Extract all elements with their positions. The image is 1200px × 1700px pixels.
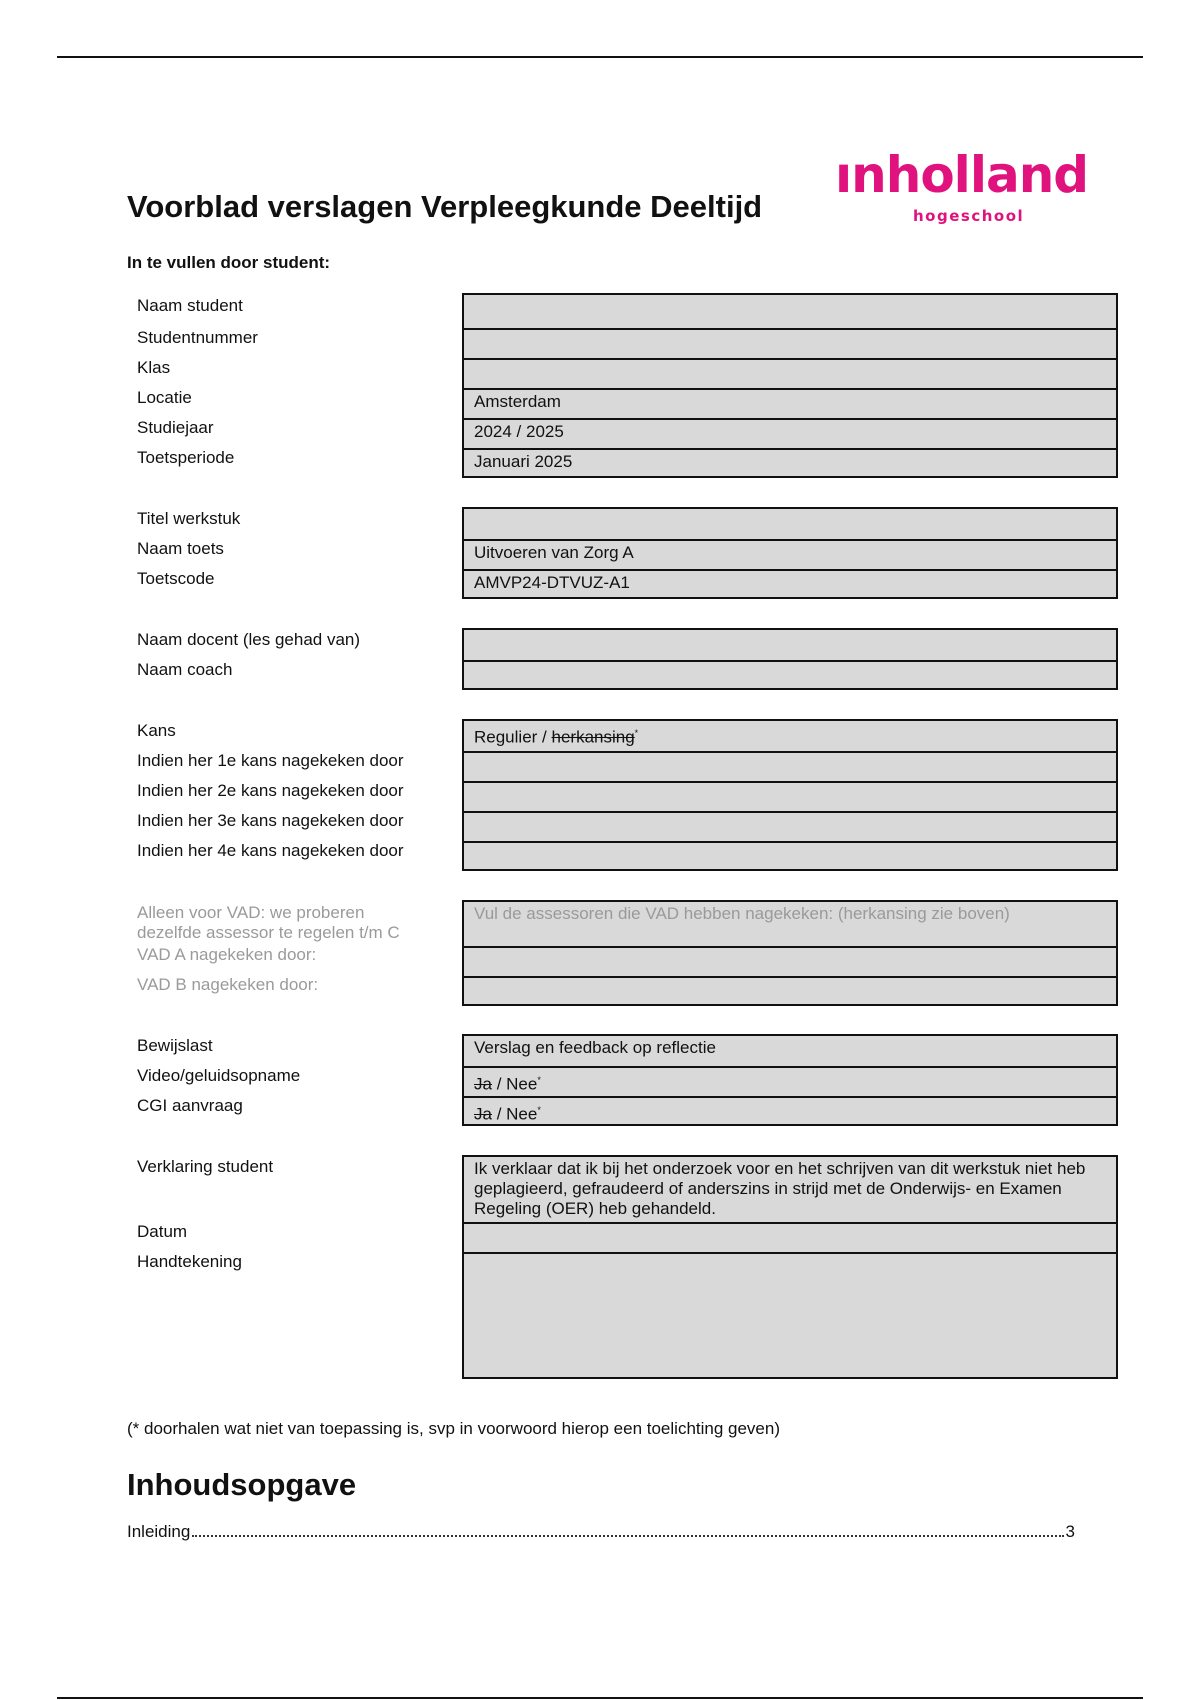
- toc-leader-dots: [192, 1521, 1063, 1537]
- field-her-2e-kans[interactable]: [464, 781, 1116, 811]
- label-naam-student: Naam student: [137, 296, 243, 315]
- label-studentnummer: Studentnummer: [137, 328, 258, 347]
- field-toetsperiode[interactable]: Januari 2025: [464, 448, 1116, 478]
- toc-entry[interactable]: [127, 1521, 1075, 1542]
- logo-subtitle: hogeschool: [913, 207, 1025, 225]
- verklaring-text: Ik verklaar dat ik bij het onderzoek voor en het schrijven van dit werkstuk niet heb geplagieerd, gefraudeerd of anderszins in strijd met de Onderwijs- en Examen Regeling (OER) heb gehandeld.: [474, 1159, 1086, 1218]
- label-vad-b: VAD B nagekeken door:: [137, 975, 319, 994]
- label-her-3e-kans: Indien her 3e kans nagekeken door: [137, 811, 404, 830]
- field-handtekening[interactable]: [464, 1252, 1116, 1379]
- vad-note-line1: Alleen voor VAD: we proberen: [137, 903, 365, 922]
- footnote-mark: *: [537, 1075, 541, 1085]
- field-naam-coach[interactable]: [464, 660, 1116, 690]
- footnote-mark: *: [537, 1105, 541, 1115]
- field-toetscode[interactable]: AMVP24-DTVUZ-A1: [464, 569, 1116, 599]
- footnote: (* doorhalen wat niet van toepassing is, svp in voorwoord hierop een toelichting geven): [127, 1419, 781, 1438]
- label-titel-werkstuk: Titel werkstuk: [137, 509, 241, 528]
- box-verklaring-info: [462, 1155, 1118, 1379]
- toc-entry-page: 3: [1065, 1522, 1075, 1541]
- page-title: Voorblad verslagen Verpleegkunde Deeltijd: [127, 189, 763, 224]
- field-video-geluidsopname[interactable]: [464, 1066, 1116, 1096]
- logo-wordmark: ınholland: [835, 146, 1089, 204]
- toc-entry-label: Inleiding: [127, 1522, 191, 1541]
- option-nee: / Nee: [496, 1074, 538, 1094]
- label-her-2e-kans: Indien her 2e kans nagekeken door: [137, 781, 404, 800]
- label-video-geluidsopname: Video/geluidsopname: [137, 1066, 301, 1085]
- box-vad-info: [462, 900, 1118, 1006]
- label-vad-a: VAD A nagekeken door:: [137, 945, 317, 964]
- box-student-info: [462, 293, 1118, 478]
- field-her-3e-kans[interactable]: [464, 811, 1116, 841]
- vad-note-line2: dezelfde assessor te regelen t/m C: [137, 923, 400, 942]
- option-nee: / Nee: [496, 1104, 538, 1124]
- label-kans: Kans: [137, 721, 176, 740]
- field-titel-werkstuk[interactable]: [464, 509, 1116, 539]
- section-label: In te vullen door student:: [127, 253, 331, 272]
- label-toetsperiode: Toetsperiode: [137, 448, 235, 467]
- field-vad-b[interactable]: [464, 976, 1116, 1006]
- label-naam-coach: Naam coach: [137, 660, 233, 679]
- label-her-1e-kans: Indien her 1e kans nagekeken door: [137, 751, 404, 770]
- field-her-1e-kans[interactable]: [464, 751, 1116, 781]
- kans-option-herkansing: herkansing: [551, 727, 635, 747]
- label-datum: Datum: [137, 1222, 188, 1241]
- field-klas[interactable]: [464, 358, 1116, 388]
- vad-instruction: Vul de assessoren die VAD hebben nagekeken: (herkansing zie boven): [474, 904, 1010, 923]
- box-kans-info: [462, 719, 1118, 871]
- label-locatie: Locatie: [137, 388, 192, 407]
- field-naam-student[interactable]: [464, 295, 1116, 328]
- field-kans[interactable]: [464, 721, 1116, 751]
- field-naam-docent[interactable]: [464, 630, 1116, 660]
- label-handtekening: Handtekening: [137, 1252, 242, 1271]
- field-her-4e-kans[interactable]: [464, 841, 1116, 871]
- label-klas: Klas: [137, 358, 171, 377]
- label-naam-toets: Naam toets: [137, 539, 224, 558]
- option-ja: Ja: [474, 1104, 492, 1124]
- field-bewijslast[interactable]: Verslag en feedback op reflectie: [474, 1038, 716, 1057]
- field-naam-toets[interactable]: Uitvoeren van Zorg A: [464, 539, 1116, 569]
- footnote-mark: *: [634, 728, 639, 738]
- label-verklaring-student: Verklaring student: [137, 1157, 274, 1176]
- field-cgi-aanvraag[interactable]: [464, 1096, 1116, 1126]
- field-studentnummer[interactable]: [464, 328, 1116, 358]
- field-locatie[interactable]: Amsterdam: [464, 388, 1116, 418]
- label-naam-docent: Naam docent (les gehad van): [137, 630, 361, 649]
- field-vad-a[interactable]: [464, 946, 1116, 976]
- option-ja: Ja: [474, 1074, 492, 1094]
- box-docent-info: [462, 628, 1118, 690]
- label-cgi-aanvraag: CGI aanvraag: [137, 1096, 243, 1115]
- bottom-rule: [57, 1697, 1143, 1699]
- label-studiejaar: Studiejaar: [137, 418, 214, 437]
- kans-option-regulier: Regulier /: [474, 727, 547, 747]
- top-rule: [57, 56, 1143, 58]
- box-toets-info: [462, 507, 1118, 599]
- label-her-4e-kans: Indien her 4e kans nagekeken door: [137, 841, 404, 860]
- label-bewijslast: Bewijslast: [137, 1036, 213, 1055]
- field-studiejaar[interactable]: 2024 / 2025: [464, 418, 1116, 448]
- label-toetscode: Toetscode: [137, 569, 215, 588]
- toc-heading: Inhoudsopgave: [127, 1467, 357, 1502]
- field-datum[interactable]: [464, 1222, 1116, 1252]
- box-bewijslast-info: [462, 1034, 1118, 1126]
